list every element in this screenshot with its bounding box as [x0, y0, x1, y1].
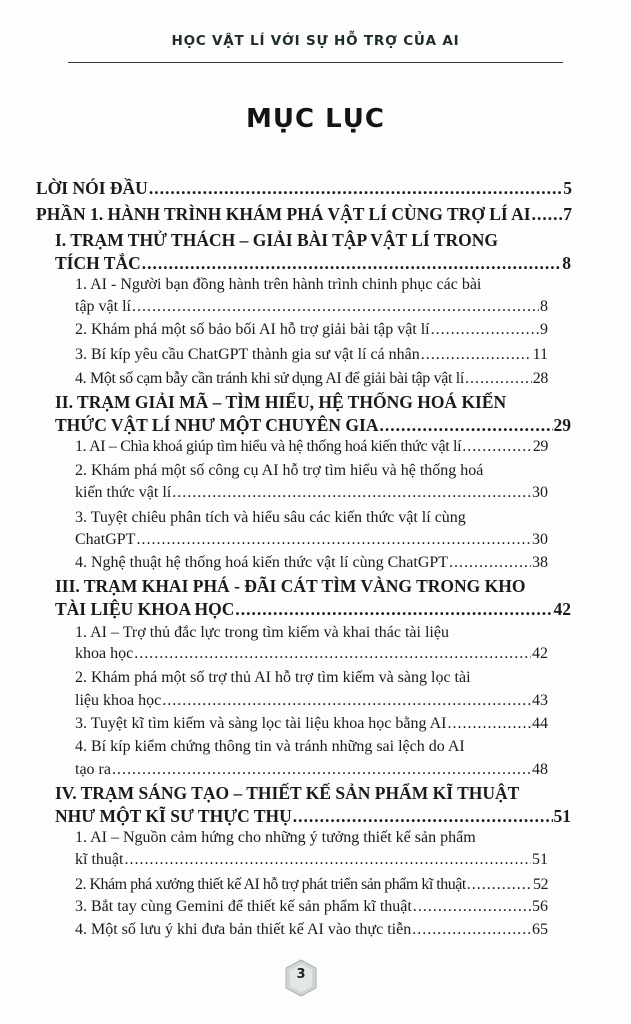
- toc-entry-section-1[interactable]: [55, 230, 571, 251]
- toc-entry-title: 4. Nghệ thuật hệ thống hoá kiến thức vật lí cùng ChatGPT: [75, 554, 449, 571]
- toc-entry-2-3[interactable]: [75, 509, 548, 527]
- toc-page-number: 11: [532, 346, 548, 363]
- toc-entry-title-cont: TÀI LIỆU KHOA HỌC: [55, 599, 235, 619]
- toc-leader-dots: [132, 298, 539, 316]
- toc-leader-dots: [136, 531, 531, 549]
- toc-entry-section-4[interactable]: [55, 783, 571, 804]
- toc-page-number: 29: [532, 438, 548, 455]
- toc-page-number: 30: [532, 484, 548, 501]
- toc-leader-dots: [413, 898, 531, 916]
- toc-entry-3-4-cont[interactable]: [75, 761, 548, 779]
- toc-leader-dots: [172, 484, 531, 502]
- page-number: 3: [296, 967, 306, 982]
- toc-leader-dots: [421, 346, 532, 364]
- toc-page-number: 52: [533, 876, 548, 893]
- toc-entry-3-1-cont[interactable]: [75, 645, 548, 663]
- toc-page-number: 43: [532, 692, 548, 709]
- toc-leader-dots: [134, 645, 531, 663]
- toc-entry-title: I. TRẠM THỬ THÁCH – GIẢI BÀI TẬP VẬT LÍ TRONG: [55, 230, 498, 250]
- toc-leader-dots: [449, 554, 531, 572]
- toc-entry-section-4-cont[interactable]: [55, 806, 571, 827]
- toc-page-number: 38: [532, 554, 548, 571]
- toc-entry-4-1-cont[interactable]: [75, 851, 548, 869]
- toc-entry-1-1[interactable]: [75, 276, 548, 294]
- toc-entry-title: 4. Một số lưu ý khi đưa bản thiết kế AI vào thực tiễn: [75, 921, 412, 938]
- toc-entry-section-2-cont[interactable]: [55, 415, 571, 436]
- toc-leader-dots: [124, 851, 531, 869]
- toc-entry-title-cont: THỨC VẬT LÍ NHƯ MỘT CHUYÊN GIA: [55, 415, 379, 435]
- toc-page-number: 65: [532, 921, 548, 938]
- toc-entry-title: IV. TRẠM SÁNG TẠO – THIẾT KẾ SẢN PHẨM KĨ THUẬT: [55, 783, 520, 803]
- toc-title: MỤC LỤC: [246, 104, 385, 134]
- toc-entry-3-2-cont[interactable]: [75, 692, 548, 710]
- toc-entry-1-2[interactable]: [75, 321, 548, 339]
- toc-entry-1-3[interactable]: [75, 346, 548, 364]
- toc-leader-dots: [448, 715, 531, 733]
- toc-entry-2-2-cont[interactable]: [75, 484, 548, 502]
- toc-page-number: 5: [563, 178, 572, 198]
- toc-entry-title: 4. Bí kíp kiểm chứng thông tin và tránh những sai lệch do AI: [75, 738, 465, 755]
- toc-page-number: 30: [532, 531, 548, 548]
- toc-entry-section-2[interactable]: [55, 392, 571, 413]
- toc-entry-part-1[interactable]: [36, 204, 572, 225]
- toc-page-number: 8: [540, 298, 548, 315]
- toc-entry-3-1[interactable]: [75, 624, 548, 642]
- toc-entry-title: 2. Khám phá một số công cụ AI hỗ trợ tìm hiểu và hệ thống hoá: [75, 462, 484, 479]
- toc-leader-dots: [162, 692, 531, 710]
- toc-entry-title: 2. Khám phá xưởng thiết kế AI hỗ trợ phát triển sản phẩm kĩ thuật: [75, 876, 466, 893]
- toc-entry-title: 3. Tuyệt chiêu phân tích và hiểu sâu các kiến thức vật lí cùng: [75, 509, 466, 526]
- toc-entry-title-cont: NHƯ MỘT KĨ SƯ THỰC THỤ: [55, 806, 292, 826]
- toc-entry-title-cont: liệu khoa học: [75, 692, 162, 709]
- toc-entry-2-2[interactable]: [75, 462, 548, 480]
- toc-page-number: 44: [532, 715, 548, 732]
- toc-leader-dots: [293, 806, 553, 827]
- toc-page-number: 8: [562, 253, 571, 273]
- toc-page-number: 28: [532, 370, 548, 387]
- toc-page-number: 51: [553, 806, 571, 826]
- toc-entry-title-cont: ChatGPT: [75, 531, 136, 548]
- toc-entry-title: 3. Bắt tay cùng Gemini để thiết kế sản phẩm kĩ thuật: [75, 898, 412, 915]
- toc-leader-dots: [112, 761, 531, 779]
- toc-entry-title: 3. Bí kíp yêu cầu ChatGPT thành gia sư vật lí cá nhân: [75, 346, 420, 363]
- toc-entry-title: III. TRẠM KHAI PHÁ - ĐÃI CÁT TÌM VÀNG TRONG KHO: [55, 576, 526, 596]
- toc-entry-3-4[interactable]: [75, 738, 548, 756]
- toc-entry-title: II. TRẠM GIẢI MÃ – TÌM HIỂU, HỆ THỐNG HOÁ KIẾN: [55, 392, 507, 412]
- toc-entry-title-cont: khoa học: [75, 645, 134, 662]
- toc-page-number: 29: [553, 415, 571, 435]
- toc-page-number: 42: [553, 599, 571, 619]
- toc-entry-2-4[interactable]: [75, 554, 548, 572]
- toc-entry-title: 4. Một số cạm bẫy cần tránh khi sử dụng AI để giải bài tập vật lí: [75, 370, 464, 387]
- toc-page-number: 7: [563, 204, 572, 224]
- toc-leader-dots: [149, 178, 562, 199]
- toc-entry-1-4[interactable]: [75, 370, 548, 388]
- toc-entry-3-3[interactable]: [75, 715, 548, 733]
- toc-entry-title-cont: kiến thức vật lí: [75, 484, 172, 501]
- toc-entry-title-cont: tập vật lí: [75, 298, 131, 315]
- toc-entry-4-1[interactable]: [75, 829, 548, 847]
- toc-entry-4-4[interactable]: [75, 921, 548, 939]
- toc-leader-dots: [431, 321, 539, 339]
- toc-leader-dots: [532, 204, 563, 225]
- toc-leader-dots: [379, 415, 552, 436]
- toc-page-number: 42: [532, 645, 548, 662]
- toc-entry-3-2[interactable]: [75, 669, 548, 687]
- toc-entry-4-3[interactable]: [75, 898, 548, 916]
- toc-entry-title: 2. Khám phá một số trợ thủ AI hỗ trợ tìm kiếm và sàng lọc tài: [75, 669, 471, 686]
- toc-entry-1-1-cont[interactable]: [75, 298, 548, 316]
- running-head: HỌC VẬT LÍ VỚI SỰ HỖ TRỢ CỦA AI: [171, 33, 460, 49]
- toc-page-number: 9: [540, 321, 548, 338]
- toc-entry-title: 1. AI – Nguồn cảm hứng cho những ý tưởng thiết kế sản phẩm: [75, 829, 476, 846]
- toc-entry-title: 2. Khám phá một số bảo bối AI hỗ trợ giải bài tập vật lí: [75, 321, 430, 338]
- toc-entry-section-3[interactable]: [55, 576, 571, 597]
- toc-entry-section-3-cont[interactable]: [55, 599, 571, 620]
- toc-leader-dots: [235, 599, 552, 620]
- toc-entry-title-cont: TÍCH TẮC: [55, 253, 141, 273]
- toc-entry-title: PHẦN 1. HÀNH TRÌNH KHÁM PHÁ VẬT LÍ CÙNG TRỢ LÍ AI: [36, 204, 531, 224]
- toc-entry-preface[interactable]: [36, 178, 572, 199]
- toc-entry-title: 1. AI – Trợ thủ đắc lực trong tìm kiếm và khai thác tài liệu: [75, 624, 449, 641]
- toc-entry-section-1-cont[interactable]: [55, 253, 571, 274]
- toc-page-number: 51: [532, 851, 548, 868]
- toc-leader-dots: [465, 370, 532, 388]
- toc-entry-title: 1. AI – Chìa khoá giúp tìm hiểu và hệ thống hoá kiến thức vật lí: [75, 438, 462, 455]
- toc-leader-dots: [412, 921, 531, 939]
- toc-leader-dots: [462, 438, 531, 456]
- toc-entry-2-1[interactable]: [75, 438, 548, 456]
- toc-entry-title-cont: kĩ thuật: [75, 851, 124, 868]
- toc-entry-title: 1. AI - Người bạn đồng hành trên hành trình chinh phục các bài: [75, 276, 482, 293]
- toc-entry-2-3-cont[interactable]: [75, 531, 548, 549]
- toc-leader-dots: [467, 876, 532, 894]
- toc-leader-dots: [142, 253, 562, 274]
- toc-page-number: 56: [532, 898, 548, 915]
- toc-entry-title: 3. Tuyệt kĩ tìm kiếm và sàng lọc tài liệu khoa học bằng AI: [75, 715, 447, 732]
- toc-page-number: 48: [532, 761, 548, 778]
- toc-entry-title: LỜI NÓI ĐẦU: [36, 178, 148, 198]
- toc-entry-title-cont: tạo ra: [75, 761, 111, 778]
- toc-entry-4-2[interactable]: [75, 876, 548, 894]
